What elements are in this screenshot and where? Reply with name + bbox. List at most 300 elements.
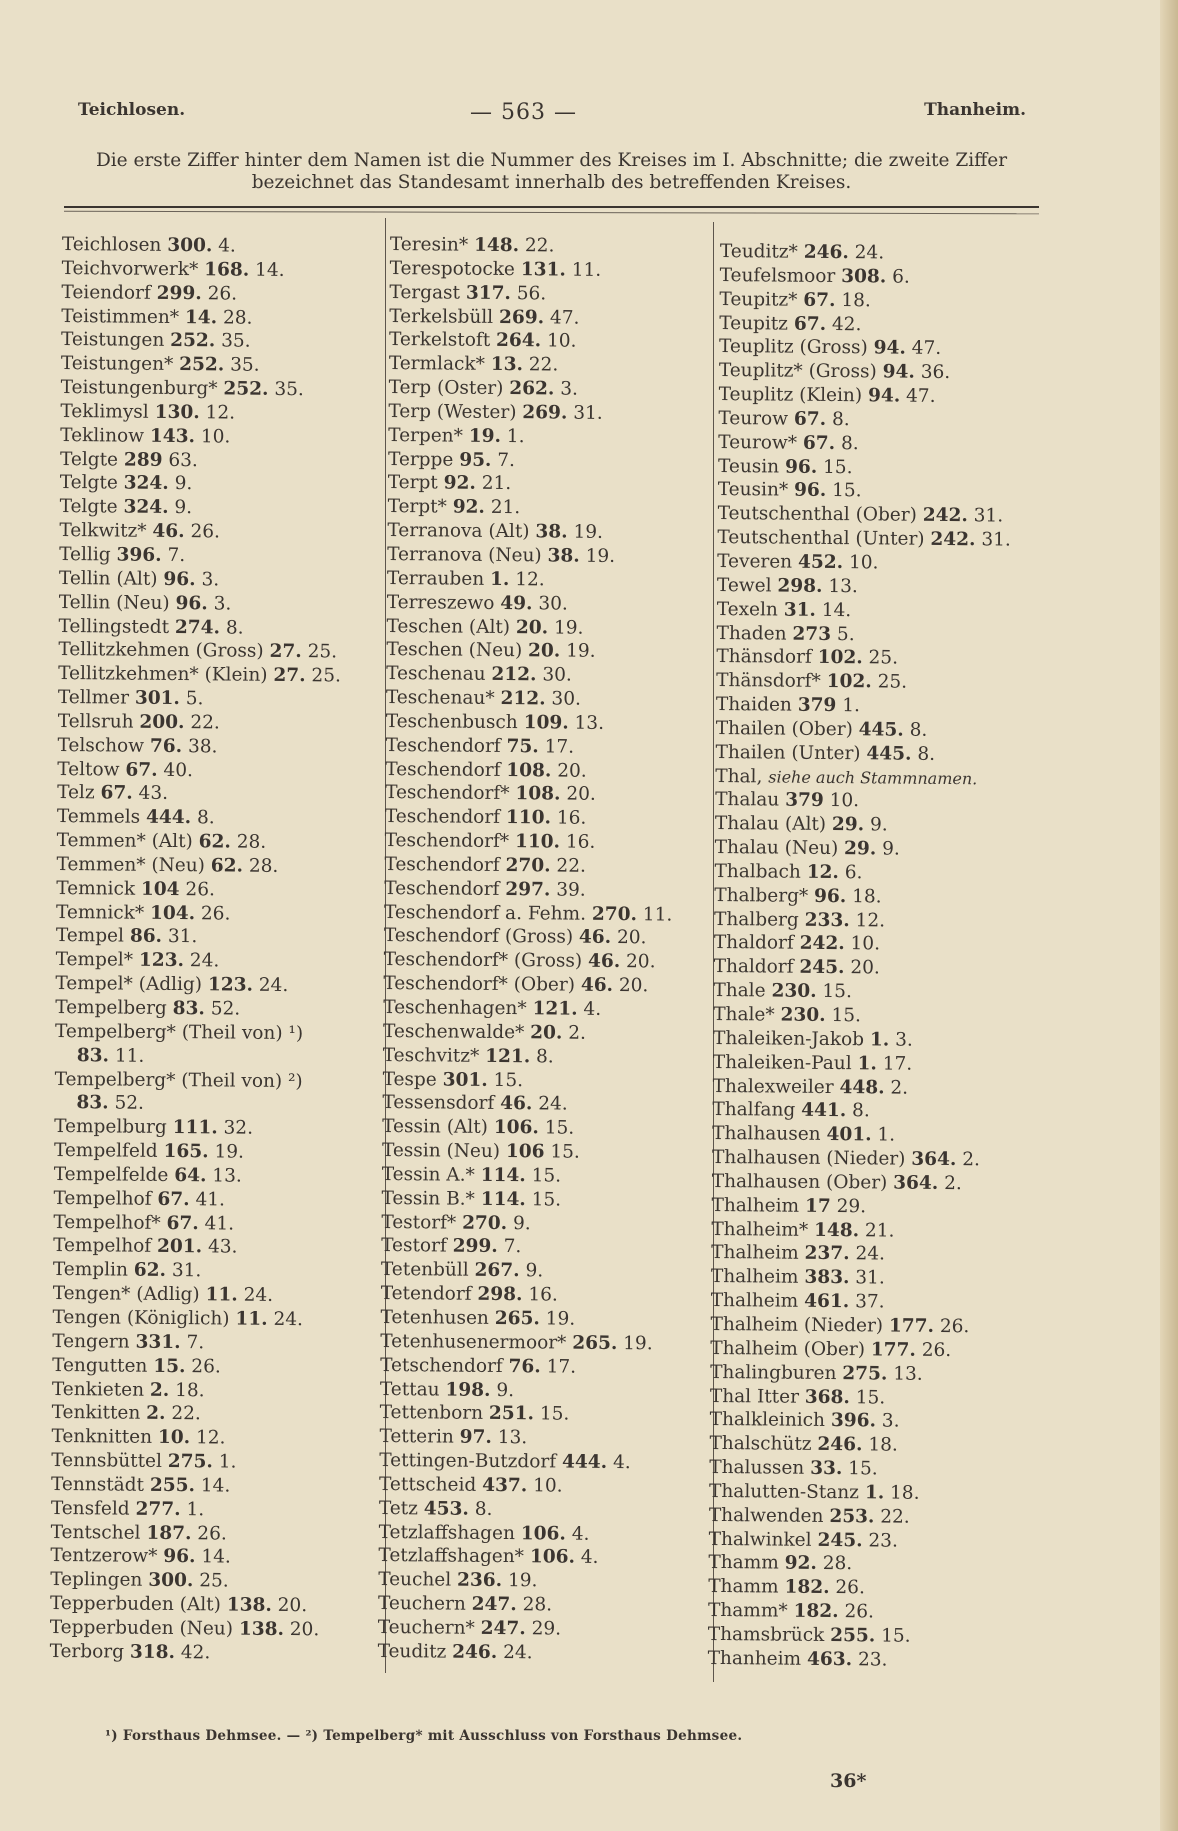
district-number: 237. — [804, 1243, 850, 1265]
place-name: Teschvitz* — [382, 1044, 480, 1067]
place-name: Telschow — [57, 734, 145, 757]
registry-office-number: 19. — [573, 521, 604, 543]
registry-office-number: 30. — [551, 688, 581, 710]
registry-office-number: 41. — [204, 1212, 235, 1235]
district-number: 123. — [138, 950, 185, 972]
registry-office-number: 6. — [844, 862, 863, 884]
place-name: Thal, — [715, 765, 763, 787]
registry-office-number: 22. — [556, 855, 586, 877]
place-name: Tempelhof — [53, 1187, 152, 1210]
place-name: Testorf* — [381, 1211, 457, 1234]
place-name: Thale — [713, 980, 766, 1002]
registry-office-number: 15. — [493, 1069, 524, 1091]
registry-office-number: 8. — [851, 1100, 870, 1122]
index-entry — [382, 1091, 670, 1117]
place-name: Terespotocke — [389, 257, 515, 280]
place-name: Testorf — [381, 1235, 447, 1257]
district-number: 46. — [500, 1093, 533, 1115]
district-number: 165. — [163, 1140, 209, 1163]
place-name: Tempel — [55, 925, 125, 948]
place-name: Thal Itter — [709, 1385, 800, 1408]
registry-office-number: 9. — [525, 1260, 544, 1282]
registry-office-number: 41. — [195, 1188, 226, 1211]
index-entry — [383, 996, 671, 1022]
index-entry — [59, 591, 342, 617]
registry-office-number: 42. — [180, 1641, 211, 1664]
registry-office-number: 24. — [855, 1243, 886, 1265]
district-number: 317. — [465, 282, 512, 304]
place-name: Thalberg* — [714, 884, 809, 907]
district-number: 114. — [480, 1164, 526, 1187]
place-name: Tetendorf — [380, 1283, 472, 1305]
index-entry — [50, 1640, 333, 1666]
district-number: 110. — [505, 807, 552, 829]
registry-office-number: 47. — [905, 385, 936, 407]
registry-office-number: 4. — [218, 235, 236, 257]
place-name: Teusin — [717, 455, 780, 478]
district-number: 324. — [123, 472, 169, 495]
district-number: 198. — [445, 1379, 491, 1401]
place-name: Thalheim — [710, 1266, 799, 1289]
district-number: 265. — [572, 1332, 618, 1354]
index-entry — [390, 257, 678, 283]
district-number: 233. — [804, 909, 850, 931]
district-number: 182. — [784, 1576, 830, 1599]
registry-office-number: 4. — [583, 998, 602, 1020]
district-number: 448. — [839, 1076, 885, 1098]
index-entry — [708, 1623, 1002, 1649]
index-entry — [711, 1289, 1005, 1315]
index-entry — [385, 734, 673, 760]
place-name: Telgte — [59, 448, 119, 471]
district-number: 236. — [456, 1569, 503, 1592]
place-name: Thaldorf — [713, 932, 794, 955]
registry-office-number: 21. — [481, 473, 512, 495]
place-name: Thänsdorf — [716, 646, 812, 669]
place-name: Thalfang — [712, 1099, 796, 1122]
index-entry — [709, 1432, 1003, 1458]
place-name: Teschenwalde* — [382, 1020, 525, 1044]
place-name: Terreszewo — [386, 591, 495, 614]
index-entry — [51, 1449, 334, 1475]
district-number: 267. — [474, 1260, 520, 1282]
registry-office-number: 18. — [889, 1482, 920, 1504]
district-number: 109. — [523, 712, 569, 734]
place-name: Teuditz — [377, 1640, 447, 1663]
registry-office-number: 25. — [311, 665, 341, 687]
place-name: Tetenhusenermoor* — [380, 1330, 567, 1354]
registry-office-number: 21. — [490, 497, 521, 519]
registry-office-number: 3. — [560, 378, 578, 400]
registry-office-number: 10. — [848, 552, 879, 574]
registry-office-number: 9. — [869, 814, 888, 836]
district-number: 445. — [866, 743, 912, 765]
index-entry — [384, 877, 672, 903]
place-name: Thalbach — [714, 860, 801, 883]
place-name: Tempel* (Adlig) — [55, 973, 203, 996]
place-name: Thamm — [708, 1576, 779, 1598]
place-name: Tempelhof* — [53, 1211, 161, 1234]
index-entry — [52, 1330, 335, 1356]
index-entry — [715, 788, 1009, 814]
registry-office-number: 19. — [553, 616, 584, 639]
registry-office-number: 22. — [171, 1403, 201, 1425]
header-rule — [64, 206, 1039, 208]
registry-office-number: 24. — [258, 974, 289, 997]
place-name: Thalau (Neu) — [714, 837, 839, 860]
place-name: Terpen* — [388, 424, 463, 447]
place-name: Tempelfelde — [53, 1163, 169, 1186]
place-name: Terp (Wester) — [388, 400, 517, 424]
place-name: Tellsruh — [57, 710, 134, 733]
registry-office-number: 22. — [524, 235, 555, 257]
index-entry — [710, 1408, 1004, 1434]
district-number: 111. — [172, 1117, 218, 1139]
district-number: 14. — [184, 306, 218, 328]
index-entry — [712, 1098, 1006, 1124]
district-number: 38. — [535, 521, 568, 543]
index-entry — [57, 781, 340, 807]
cross-reference: siehe auch Stammnamen. — [768, 767, 978, 788]
district-number: 463. — [806, 1648, 853, 1670]
index-entry — [50, 1616, 333, 1642]
district-number: 277. — [135, 1498, 181, 1520]
place-name: Terpt* — [387, 496, 447, 518]
place-name: Thalau — [715, 789, 780, 811]
registry-office-number: 63. — [168, 449, 198, 471]
index-entry — [54, 1067, 337, 1117]
index-entry — [718, 431, 1012, 457]
district-number: 96. — [814, 885, 847, 907]
place-name: Teschendorf — [384, 806, 501, 829]
index-entry — [387, 543, 675, 569]
index-entry — [52, 1354, 335, 1380]
district-number: 92. — [443, 472, 476, 495]
registry-office-number: 10. — [533, 1475, 563, 1497]
index-entry — [60, 495, 343, 521]
registry-office-number: 7. — [167, 544, 186, 567]
registry-office-number: 18. — [852, 885, 882, 908]
index-entry — [57, 734, 340, 760]
place-name: Tensfeld — [50, 1497, 130, 1520]
district-number: 308. — [841, 265, 887, 288]
index-entry — [717, 598, 1011, 624]
district-number: 102. — [817, 647, 863, 669]
district-number: 143. — [149, 425, 196, 447]
district-number: 1. — [489, 568, 510, 590]
place-name: Temmels — [56, 806, 141, 828]
registry-office-number: 31. — [573, 402, 603, 424]
place-name: Terkelsbüll — [389, 305, 494, 328]
district-number: 46. — [580, 974, 614, 997]
index-entry — [54, 1139, 337, 1165]
index-entry — [57, 805, 340, 831]
district-number: 182. — [793, 1600, 839, 1623]
registry-office-number: 26. — [200, 902, 231, 925]
place-name: Tepperbuden (Neu) — [49, 1616, 234, 1640]
place-name: Termlack* — [388, 353, 485, 376]
registry-office-number: 32. — [223, 1117, 254, 1139]
index-entry — [378, 1640, 666, 1666]
registry-office-number: 22. — [880, 1506, 910, 1528]
place-name: Teschendorf* — [384, 830, 510, 853]
district-number: 396. — [116, 544, 162, 566]
place-name: Thalberg — [713, 908, 799, 931]
registry-office-number: 12. — [855, 909, 886, 932]
registry-office-number: 20. — [618, 975, 649, 997]
place-name: Thalingburen — [710, 1361, 837, 1384]
district-number: 96. — [175, 592, 208, 614]
place-name: Teutschenthal (Ober) — [717, 503, 917, 527]
registry-office-number: 35. — [230, 354, 260, 376]
registry-office-number: 21. — [864, 1219, 895, 1242]
district-number: 76. — [149, 735, 183, 757]
place-name: Teveren — [717, 550, 793, 573]
place-name: Templin — [52, 1259, 129, 1281]
place-name: Teresin* — [389, 233, 469, 256]
place-name: Terppe — [387, 448, 454, 471]
district-number: 253. — [829, 1505, 875, 1528]
district-number: 106. — [520, 1522, 566, 1545]
district-number: 94. — [873, 337, 906, 360]
index-entry — [380, 1401, 668, 1427]
district-number: 86. — [129, 926, 163, 948]
registry-office-number: 7. — [186, 1331, 205, 1354]
registry-office-number: 13. — [828, 575, 858, 598]
district-number: 94. — [867, 385, 901, 407]
registry-office-number: 23. — [857, 1649, 888, 1671]
index-entry — [386, 662, 674, 688]
district-number: 83. — [76, 1092, 109, 1114]
district-number: 67. — [166, 1212, 199, 1234]
registry-office-number: 26. — [844, 1601, 875, 1623]
index-entry — [713, 979, 1007, 1005]
place-name: Tengutten — [52, 1354, 148, 1377]
place-name: Tettau — [379, 1378, 440, 1400]
district-number: 92. — [784, 1553, 817, 1575]
district-number: 265. — [494, 1307, 540, 1330]
district-number: 168. — [204, 259, 250, 281]
district-number: 246. — [452, 1641, 498, 1663]
place-name: Teschendorf* (Gross) — [383, 949, 583, 973]
district-number: 20. — [515, 616, 549, 638]
registry-office-number: 18. — [868, 1434, 898, 1456]
place-name: Tellitzkehmen (Gross) — [58, 639, 264, 663]
district-number: 96. — [163, 1546, 196, 1568]
index-entry — [57, 758, 340, 784]
place-name: Tellin (Neu) — [58, 591, 170, 614]
place-name: Tetterin — [379, 1426, 454, 1448]
place-name: Tengen (Königlich) — [52, 1306, 230, 1330]
district-number: 106. — [529, 1546, 576, 1569]
index-entry — [57, 829, 340, 855]
index-entry — [60, 471, 343, 497]
district-number: 138. — [238, 1618, 285, 1640]
registry-office-number: 20. — [566, 783, 596, 806]
index-entry — [378, 1616, 666, 1642]
place-name: Thänsdorf* — [716, 670, 821, 693]
district-number: 97. — [459, 1426, 493, 1449]
place-name: Thailen (Unter) — [715, 741, 861, 764]
place-name: Teschendorf a. Fehm. — [383, 901, 587, 925]
place-name: Tellig — [59, 543, 111, 566]
place-name: Teklinow — [60, 424, 145, 447]
registry-office-number: 20. — [277, 1595, 308, 1617]
district-number: 108. — [506, 759, 552, 781]
index-entry — [708, 1551, 1002, 1577]
registry-office-number: 1. — [506, 425, 525, 447]
registry-office-number: 5. — [185, 688, 204, 710]
index-entry — [50, 1544, 333, 1570]
index-entry — [53, 1282, 336, 1308]
registry-office-number: 20. — [616, 927, 647, 949]
registry-office-number: 15. — [831, 1005, 861, 1027]
district-number: 270. — [462, 1212, 508, 1234]
index-entry — [384, 924, 672, 950]
index-entry — [50, 1592, 333, 1618]
district-number: 148. — [473, 234, 520, 257]
registry-office-number: 19. — [507, 1570, 538, 1592]
place-name: Telgte — [59, 496, 118, 518]
index-entry — [59, 519, 342, 545]
district-number: 17 — [804, 1195, 831, 1217]
district-number: 19. — [468, 425, 502, 447]
index-entry — [719, 359, 1013, 385]
district-number: 275. — [167, 1451, 213, 1473]
index-entry — [389, 376, 677, 402]
place-name: Teichlosen — [61, 233, 162, 256]
district-number: 441. — [801, 1100, 847, 1122]
place-name: Tengern — [52, 1330, 130, 1353]
registry-office-number: 20. — [289, 1618, 320, 1641]
place-name: Tempelhof — [53, 1235, 152, 1258]
index-entry — [713, 1003, 1007, 1029]
place-name: Tempelburg — [54, 1116, 167, 1139]
district-number: 46. — [578, 927, 612, 949]
index-entry — [715, 836, 1009, 862]
registry-office-number: 3. — [881, 1410, 900, 1432]
district-number: 299. — [156, 282, 202, 304]
index-entry — [711, 1241, 1005, 1267]
registry-office-number: 11. — [642, 903, 673, 926]
registry-office-number: 43. — [207, 1236, 238, 1259]
index-entry — [714, 931, 1008, 957]
registry-office-number: 14. — [821, 599, 852, 621]
place-name: Temmen* (Alt) — [56, 830, 193, 853]
place-name: Thalexweiler — [712, 1075, 834, 1098]
place-name: Thalkleinich — [709, 1409, 826, 1432]
district-number: 396. — [830, 1410, 877, 1432]
index-entry — [717, 574, 1011, 600]
index-entry — [54, 1115, 337, 1141]
index-entry — [383, 1020, 671, 1046]
index-entry — [380, 1354, 668, 1380]
registry-office-number: 14. — [201, 1546, 231, 1568]
index-entry — [386, 686, 674, 712]
place-name: Tessin (Neu) — [381, 1140, 501, 1163]
registry-office-number: 13. — [574, 712, 605, 734]
place-name: Terranova (Alt) — [387, 520, 530, 543]
registry-office-number: 8. — [535, 1045, 554, 1068]
index-entry — [58, 614, 341, 640]
place-name: Thamsbrück — [707, 1623, 825, 1646]
district-number: 67. — [793, 313, 827, 335]
place-name: Teschendorf — [385, 758, 501, 781]
district-number: 102. — [826, 671, 872, 693]
registry-office-number: 15. — [531, 1165, 562, 1187]
index-entry — [381, 1234, 669, 1260]
place-name: Tergast — [389, 281, 461, 304]
place-name: Tempelberg* (Theil von) ²) — [54, 1068, 303, 1092]
page-number: — 563 — — [470, 100, 577, 125]
district-number: 27. — [269, 641, 302, 663]
index-entry — [381, 1211, 669, 1237]
index-entry — [380, 1306, 668, 1332]
index-entry — [384, 853, 672, 879]
index-entry — [712, 1170, 1006, 1196]
district-number: 452. — [797, 551, 844, 574]
place-name: Teuchern — [377, 1593, 466, 1615]
registry-office-number: 52. — [114, 1092, 144, 1115]
registry-office-number: 26. — [197, 1522, 227, 1545]
registry-office-number: 25. — [199, 1570, 229, 1592]
index-entry — [713, 1051, 1007, 1077]
index-entry — [388, 495, 676, 521]
index-entry — [388, 424, 676, 450]
registry-office-number: 1. — [186, 1498, 205, 1521]
registry-office-number: 12. — [195, 1427, 226, 1449]
index-entry — [719, 312, 1013, 338]
district-number: 67. — [157, 1188, 190, 1210]
page-edge — [1160, 0, 1178, 1831]
district-number: 401. — [826, 1124, 872, 1146]
registry-office-number: 47. — [911, 338, 942, 360]
district-number: 331. — [135, 1331, 181, 1353]
district-number: 121. — [485, 1045, 531, 1067]
registry-office-number: 28. — [248, 855, 279, 877]
district-number: 264. — [495, 330, 542, 352]
index-entry — [378, 1544, 666, 1570]
index-entry — [716, 669, 1010, 695]
registry-office-number: 26. — [921, 1339, 952, 1361]
registry-office-number: 15. — [544, 1117, 575, 1139]
index-entry — [60, 448, 343, 474]
district-number: 31. — [783, 599, 817, 621]
index-entry — [715, 812, 1009, 838]
registry-office-number: 23. — [868, 1529, 898, 1552]
index-entry — [53, 1211, 336, 1237]
place-name: Tetz — [378, 1497, 419, 1520]
district-number: 67. — [100, 782, 133, 805]
district-number: 247. — [471, 1593, 517, 1616]
place-name: Teistungen* — [60, 353, 174, 376]
district-number: 298. — [777, 575, 823, 597]
registry-office-number: 7. — [497, 449, 516, 471]
place-name: Tennstädt — [50, 1473, 145, 1496]
district-number: 297. — [505, 878, 551, 901]
index-entry — [708, 1647, 1002, 1673]
registry-office-number: 20. — [557, 760, 587, 782]
index-entry — [61, 281, 344, 307]
district-number: 92. — [452, 496, 486, 519]
district-number: 444. — [561, 1451, 608, 1473]
registry-office-number: 14. — [200, 1475, 231, 1497]
index-entry — [718, 407, 1012, 433]
registry-office-number: 1. — [877, 1124, 896, 1146]
index-entry — [60, 400, 343, 426]
district-number: 108. — [515, 783, 561, 805]
index-entry — [51, 1521, 334, 1547]
